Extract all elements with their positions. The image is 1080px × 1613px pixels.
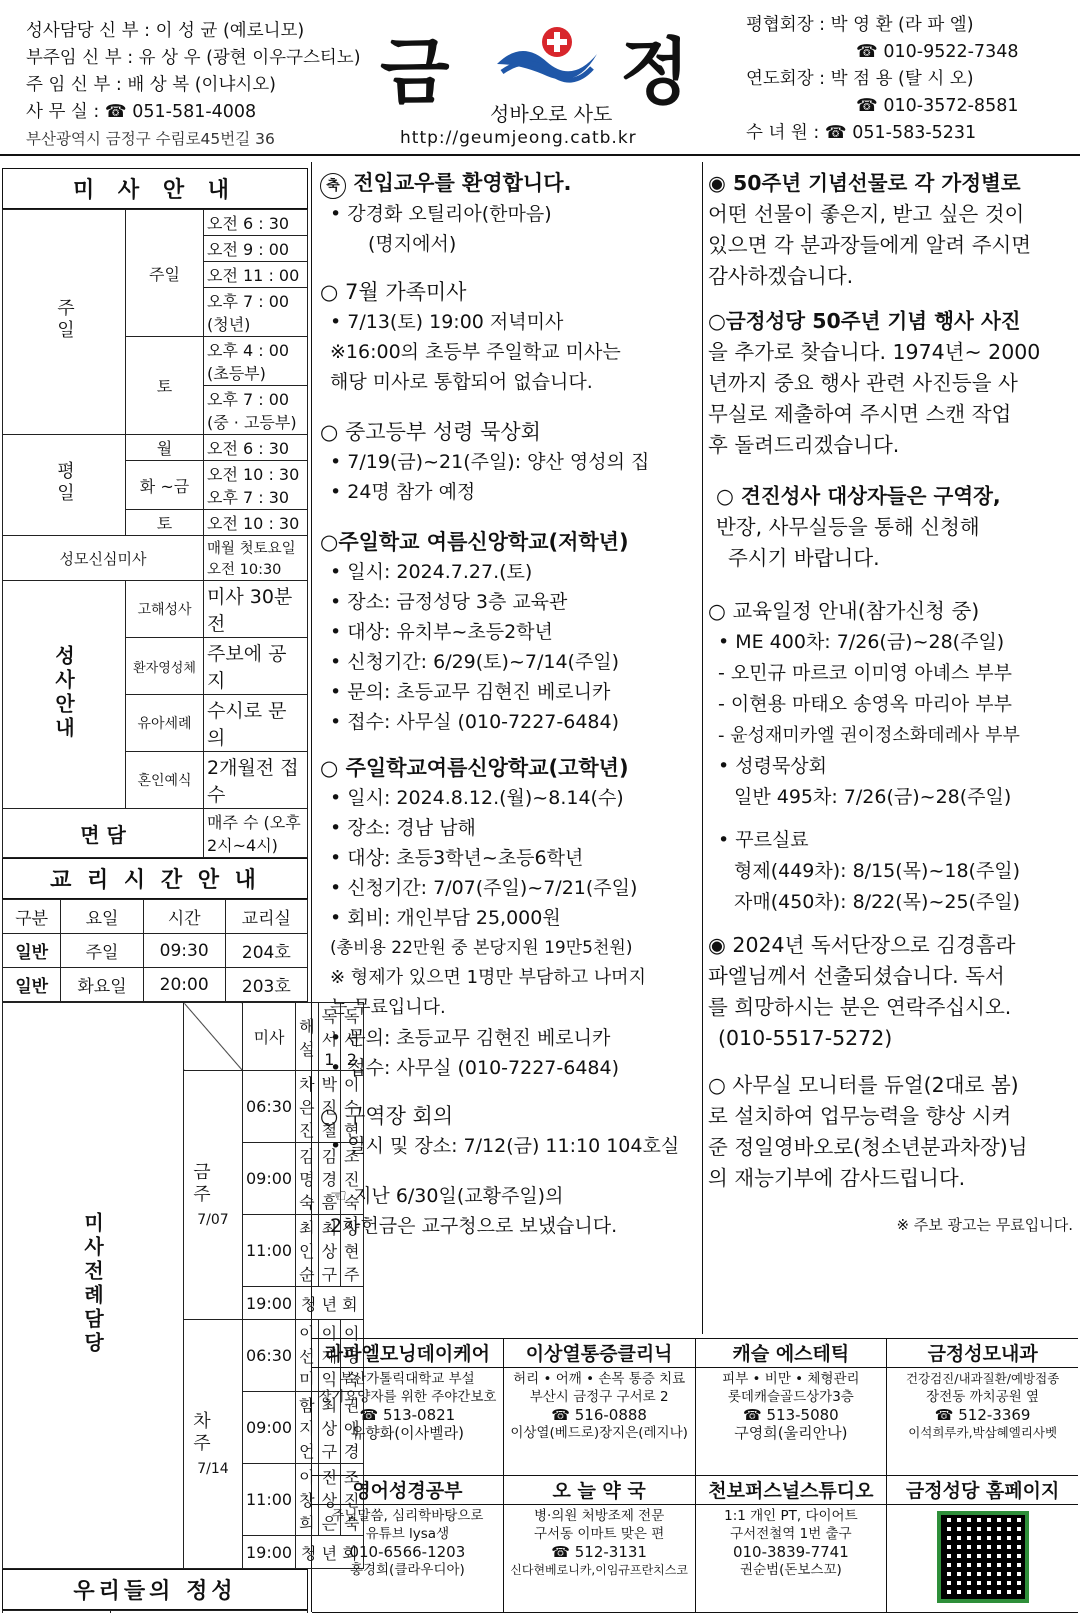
notice-line: 의 재능기부에 감사드립니다. — [708, 1163, 1073, 1194]
youth-group: 청 년 회 — [296, 1287, 363, 1320]
offering-title: 우리들의 정성 — [2, 1569, 308, 1610]
mass-table — [2, 209, 308, 858]
tue-fri-label: 화 ~금 — [126, 461, 204, 510]
diagonal-cell — [184, 1003, 243, 1071]
table-cell: 11:00 — [243, 1215, 296, 1287]
mass-time: 오전 10 : 30 — [204, 510, 308, 536]
table-cell: 이영숙 — [341, 1320, 363, 1392]
notice-line: - 이현용 마태오 송영옥 마리아 부부 — [708, 689, 1073, 720]
reading-notice — [708, 930, 1073, 1054]
youth-group: 청 년 회 — [296, 1536, 363, 1569]
parish-emblem-icon — [492, 24, 602, 94]
holy-mass-time: 매월 첫토요일 오전 10:30 — [204, 536, 308, 581]
table-cell: 09:00 — [243, 1392, 296, 1464]
notice-line: 어떤 선물이 좋은지, 받고 싶은 것이 — [708, 199, 1073, 230]
address: 부산광역시 금정구 수림로45번길 36 — [26, 126, 361, 153]
mass-time: 오후 4 : 00 (초등부) — [204, 337, 308, 386]
staff-line: 사 무 실 : ☎ 051-581-4008 — [26, 99, 361, 126]
mass-title: 미 사 안 내 — [2, 168, 308, 209]
notice-line: 준 정일영바오로(청소년분과차장)님 — [708, 1132, 1073, 1163]
notice-line: • 회비: 개인부담 25,000원 — [320, 903, 696, 933]
notice-line: 감사하겠습니다. — [708, 261, 1073, 292]
col-header: 독서1 — [318, 1003, 340, 1071]
sacrament-value: 주보에 공지 — [204, 638, 308, 695]
notice-line: • 일시: 2024.7.27.(토) — [320, 557, 696, 587]
council-phone: ☎ 010-3572-8581 — [746, 93, 1018, 120]
notice-line: • 24명 참가 예정 — [320, 477, 696, 507]
col-header: 해설 — [296, 1003, 318, 1071]
table-cell: 09:30 — [143, 934, 225, 968]
col-header: 독서2 — [341, 1003, 363, 1071]
table-cell: 204호 — [225, 934, 307, 968]
family-mass-notice — [320, 277, 696, 397]
logo-title — [380, 14, 710, 144]
notice-line: 있으면 각 분과장들에게 알려 주시면 — [708, 230, 1073, 261]
staff-line: 성사담당 신 부 : 이 성 균 (예로니모) — [26, 18, 361, 45]
table-cell: 이재익 — [318, 1320, 340, 1392]
council-phone: ☎ 010-9522-7348 — [746, 39, 1018, 66]
table-cell: 이수현 — [341, 1071, 363, 1143]
column-divider — [702, 162, 703, 1334]
table-cell: 이창희 — [296, 1464, 318, 1536]
holy-mass-label: 성모신심미사 — [3, 536, 204, 581]
notice-line: • 장소: 경남 남해 — [320, 813, 696, 843]
notice-line: • 문의: 초등교무 김현진 베로니카 — [320, 1023, 696, 1053]
weekday-group: 평일 — [3, 435, 126, 536]
ad-card: 이상열통증클리닉 허리 • 어깨 • 손목 통증 치료 부산시 금정구 구서로 2 ☎ 516-0888 이상열(베드로)장지은(레지나) — [504, 1339, 696, 1475]
notice-line: - 오민규 마르코 이미영 아녜스 부부 — [708, 658, 1073, 689]
table-cell: 09:00 — [243, 1143, 296, 1215]
mass-time: 오전 11 : 00 — [204, 262, 308, 288]
col-header: 교리실 — [225, 900, 307, 934]
table-cell: 차은진 — [296, 1071, 318, 1143]
notice-line: - 윤성재미카엘 권이정소화데레사 부부 — [708, 720, 1073, 751]
homepage-qr-card[interactable]: 금정성당 홈페이지 — [887, 1476, 1078, 1612]
table-cell: 조진숙 — [341, 1464, 363, 1536]
table-cell: 양현주 — [341, 1215, 363, 1287]
notice-line: 주시기 바랍니다. — [716, 543, 1073, 574]
table-cell: 최상구 — [318, 1215, 340, 1287]
council-line: 평협회장 : 박 영 환 (라 파 엘) — [746, 12, 1018, 39]
table-cell: 김경흠 — [318, 1143, 340, 1215]
notice-line: 를 희망하시는 분은 연락주십시오. — [708, 992, 1073, 1023]
notice-line: ○ 사무실 모니터를 듀얼(2대로 봄) — [708, 1070, 1073, 1101]
table-cell: 06:30 — [243, 1320, 296, 1392]
ad-card: 천보퍼스널스튜디오 1:1 개인 PT, 다이어트 구서전철역 1번 출구 010-3839-7741 권순범(돈보스꼬) — [696, 1476, 888, 1612]
notice-line: (총비용 22만원 중 본당지원 19만5천원) — [320, 933, 696, 963]
ad-card: 오 늘 약 국 병·의원 처방조제 전문 구서동 이마트 맞은 편 ☎ 512-3131 신다현베로니카,이임규프란치스코 — [504, 1476, 696, 1612]
notice-line: ○금정성당 50주년 기념 행사 사진 — [708, 306, 1073, 337]
notice-line: • ME 400차: 7/26(금)~28(주일) — [708, 627, 1073, 658]
mass-time: 오전 9 : 00 — [204, 236, 308, 262]
table-cell: 주일 — [61, 934, 143, 968]
confirmation-notice — [708, 481, 1073, 574]
notice-line: 로 설치하여 업무능력을 향상 시켜 — [708, 1101, 1073, 1132]
table-cell: 최인순 — [296, 1215, 318, 1287]
saturday-weekday-label: 토 — [126, 510, 204, 536]
table-cell: 19:00 — [243, 1287, 296, 1320]
notice-line: • 성령묵상회 — [708, 751, 1073, 782]
notice-line: • 7/13(토) 19:00 저녁미사 — [320, 307, 696, 337]
council-list — [746, 12, 1018, 147]
summer-camp-junior — [320, 527, 696, 737]
mass-time: 오후 7 : 00 (중 · 고등부) — [204, 386, 308, 435]
notice-line: 형제(449차): 8/15(목)~18(주일) — [708, 856, 1073, 887]
ad-card: 영어성경공부 주님말씀, 심리학바탕으로 유튜브 lysa생 010-6566-1203 홍경희(클라우디아) — [312, 1476, 504, 1612]
notice-line: • 신청기간: 6/29(토)~7/14(주일) — [320, 647, 696, 677]
table-cell: 20:00 — [143, 968, 225, 1002]
notice-title: ○ 중고등부 성령 묵상회 — [320, 417, 696, 447]
notice-line: • 7/19(금)~21(주일): 양산 영성의 집 — [320, 447, 696, 477]
ad-grid — [312, 1338, 1078, 1612]
table-cell: 함지언 — [296, 1392, 318, 1464]
sacrament-value: 미사 30분 전 — [204, 581, 308, 638]
monitor-notice — [708, 1070, 1073, 1194]
week-label: 금주 7/07 — [184, 1071, 243, 1320]
notice-line: • 대상: 초등3학년~초등6학년 — [320, 843, 696, 873]
table-cell: 일반 — [3, 968, 61, 1002]
catechism-title: 교 리 시 간 안 내 — [2, 858, 308, 899]
notice-title: ○ 주일학교여름신앙학교(고학년) — [320, 753, 696, 783]
sacrament-label: 혼인예식 — [126, 752, 204, 809]
duty-table — [2, 1002, 364, 1569]
notice-line: • 일시: 2024.8.12.(월)~8.14(수) — [320, 783, 696, 813]
photo-notice — [708, 306, 1073, 461]
mass-time: 오전 10 : 30 오후 7 : 30 — [204, 461, 308, 510]
table-cell: 조진숙 — [341, 1143, 363, 1215]
notice-line: • 접수: 사무실 (010-7227-6484) — [320, 707, 696, 737]
monday-label: 월 — [126, 435, 204, 461]
notice-line: • 접수: 사무실 (010-7227-6484) — [320, 1053, 696, 1083]
notice-title: ○ 7월 가족미사 — [320, 277, 696, 307]
left-column — [2, 168, 308, 1613]
notice-line: ☜ 지난 6/30일(교황주일)의 — [320, 1181, 696, 1211]
notice-line: ◉ 2024년 독서단장으로 김경흠라 — [708, 930, 1073, 961]
catechism-table — [2, 899, 308, 1002]
table-cell: 이선미 — [296, 1320, 318, 1392]
welcome-title: 축 전입교우를 환영합니다. — [320, 168, 696, 199]
table-cell: 진상은 — [318, 1464, 340, 1536]
notice-line: 2차헌금은 교구청으로 보냈습니다. — [320, 1211, 696, 1241]
qr-code-icon[interactable] — [937, 1511, 1029, 1603]
week-label: 차주 7/14 — [184, 1320, 243, 1569]
notice-line: 일반 495차: 7/26(금)~28(주일) — [708, 782, 1073, 813]
mass-time: 오전 6 : 30 — [204, 435, 308, 461]
retreat-notice — [320, 417, 696, 507]
notice-line: 파엘님께서 선출되셨습니다. 독서 — [708, 961, 1073, 992]
notice-line: ○ 견진성사 대상자들은 구역장, — [716, 481, 1073, 512]
table-cell: 일반 — [3, 934, 61, 968]
table-cell: 최상구 — [318, 1392, 340, 1464]
ad-card: 캐슬 에스테틱 피부 • 비만 • 체형관리 롯데캐슬골드상가3층 ☎ 513-5080 구영희(울리안나) — [696, 1339, 888, 1475]
notice-line: • 장소: 금정성당 3층 교육관 — [320, 587, 696, 617]
education-notice — [708, 596, 1073, 918]
sacrament-group: 성사안내 — [3, 581, 126, 809]
notice-title: ○ 교육일정 안내(참가신청 중) — [708, 596, 1073, 627]
notice-line: 반장, 사무실등을 통해 신청해 — [716, 512, 1073, 543]
notice-line: • 일시 및 장소: 7/12(금) 11:10 104호실 — [320, 1131, 696, 1161]
council-line: 수 녀 원 : ☎ 051-583-5231 — [746, 120, 1018, 147]
sacrament-label: 고해성사 — [126, 581, 204, 638]
meeting-label: 면 담 — [3, 809, 204, 858]
meeting-value: 매주 수 (오후2시~4시) — [204, 809, 308, 858]
staff-line: 주 임 신 부 : 배 상 복 (이냐시오) — [26, 72, 361, 99]
notice-line: • 강경화 오틸리아(한마음) — [320, 199, 696, 229]
celebrate-icon: 축 — [320, 173, 346, 199]
table-cell: 김명숙 — [296, 1143, 318, 1215]
notice-line: (010-5517-5272) — [708, 1023, 1073, 1054]
subtitle: 성바오로 사도 — [490, 98, 612, 127]
notice-line: 을 추가로 찾습니다. 1974년~ 2000 — [708, 337, 1073, 368]
notice-line: 무실로 제출하여 주시면 스캔 작업 — [708, 399, 1073, 430]
col-header: 구분 — [3, 900, 61, 934]
notice-line: ◉ 50주년 기념선물로 각 가정별로 — [708, 168, 1073, 199]
notice-line: • 꾸르실료 — [708, 825, 1073, 856]
sacrament-value: 2개월전 접수 — [204, 752, 308, 809]
table-cell: 19:00 — [243, 1536, 296, 1569]
notice-line: 자매(450차): 8/22(목)~25(주일) — [708, 887, 1073, 918]
mass-time: 오후 7 : 00 (청년) — [204, 288, 308, 337]
notice-title: ○ 구역장 회의 — [320, 1101, 696, 1131]
staff-list — [26, 18, 361, 153]
sunday-group: 주일 — [3, 210, 126, 435]
col-header: 시간 — [143, 900, 225, 934]
col-header: 요일 — [61, 900, 143, 934]
staff-line: 부주임 신 부 : 유 상 우 (광현 이우구스티노) — [26, 45, 361, 72]
table-cell: 화요일 — [61, 968, 143, 1002]
ad-card: 라파엘모닝데이케어 부산가톨릭대학교 부설 장기요양자를 위한 주야간보호 ☎ 513-0821 유향화(이사벨라) — [312, 1339, 504, 1475]
table-cell: 박진철 — [318, 1071, 340, 1143]
sacrament-label: 유아세례 — [126, 695, 204, 752]
notice-title: ○주일학교 여름신앙학교(저학년) — [320, 527, 696, 557]
notice-line: 후 돌려드리겠습니다. — [708, 430, 1073, 461]
council-line: 연도회장 : 박 점 용 (탈 시 오) — [746, 66, 1018, 93]
notice-line: 는 무료입니다. — [320, 993, 696, 1023]
sunday-label: 주일 — [126, 210, 204, 337]
notice-line: 해당 미사로 통합되어 없습니다. — [320, 367, 696, 397]
gift-notice — [708, 168, 1073, 292]
right-column — [708, 168, 1073, 1235]
table-cell: 06:30 — [243, 1071, 296, 1143]
welcome-notice — [320, 168, 696, 259]
saturday-label: 토 — [126, 337, 204, 435]
second-collection-note — [320, 1181, 696, 1241]
col-header: 미사 — [243, 1003, 296, 1071]
ad-note: ※ 주보 광고는 무료입니다. — [708, 1214, 1073, 1235]
summer-camp-senior — [320, 753, 696, 1083]
notice-line: ※ 형제가 있으면 1명만 부담하고 나머지 — [320, 963, 696, 993]
notice-line: ※16:00의 초등부 주일학교 미사는 — [320, 337, 696, 367]
title-left: 금 — [380, 14, 450, 118]
homepage-url[interactable]: http://geumjeong.catb.kr — [400, 128, 637, 148]
table-cell: 권애경 — [341, 1392, 363, 1464]
sacrament-value: 수시로 문의 — [204, 695, 308, 752]
header — [0, 0, 1080, 156]
notice-line: • 신청기간: 7/07(주일)~7/21(주일) — [320, 873, 696, 903]
district-meeting — [320, 1101, 696, 1161]
table-cell: 203호 — [225, 968, 307, 1002]
sacrament-label: 환자영성체 — [126, 638, 204, 695]
middle-column — [320, 168, 696, 1253]
title-right: 정 — [620, 14, 690, 118]
notice-line: • 문의: 초등교무 김현진 베로니카 — [320, 677, 696, 707]
notice-line: • 대상: 유치부~초등2학년 — [320, 617, 696, 647]
table-cell: 11:00 — [243, 1464, 296, 1536]
notice-line: (명지에서) — [320, 229, 696, 259]
mass-time: 오전 6 : 30 — [204, 210, 308, 236]
duty-group: 미사전례담당 — [3, 1003, 184, 1569]
notice-line: 년까지 중요 행사 관련 사진등을 사 — [708, 368, 1073, 399]
ad-card: 금정성모내과 건강검진/내과질환/예방접종 장전동 까치공원 옆 ☎ 512-3369 이석희루카,박삼혜엘리사벳 — [887, 1339, 1078, 1475]
